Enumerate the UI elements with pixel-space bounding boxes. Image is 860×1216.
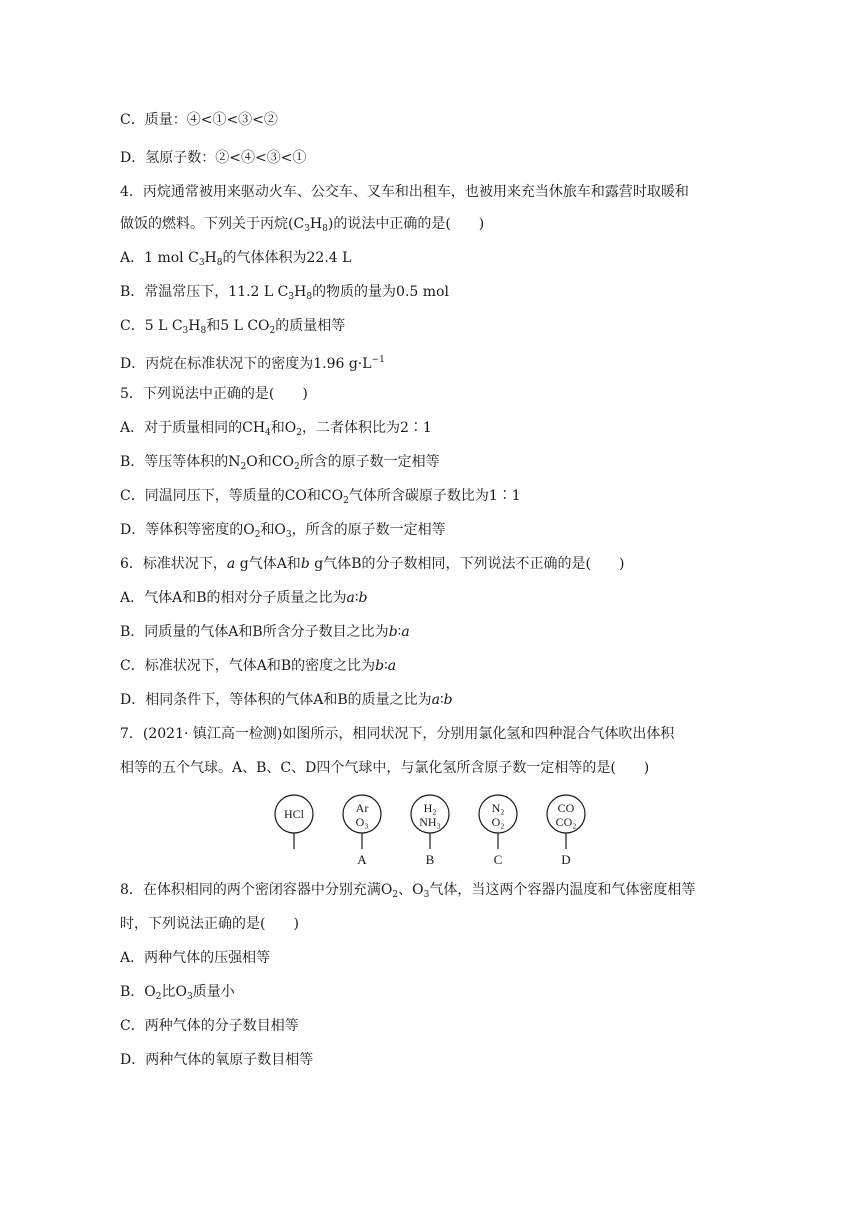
balloon-gas: HCl [283,807,305,821]
balloon-gas-2: O₃ [355,815,369,829]
text: A．气体A和B的相对分子质量之比为 [120,590,347,606]
text: A．1 mol C [120,250,199,266]
q6-option-c [120,656,396,676]
q8-stem-line1 [120,880,695,905]
variable-a: a [401,624,410,640]
text: g气体B的分子数相同，下列说法不正确的是( ) [309,556,625,572]
q6-option-b [120,622,410,642]
q4-option-d [120,350,385,374]
q7-stem-line2 [120,758,649,778]
text: 气体，当这两个容器内温度和气体密度相等 [429,882,696,898]
subscript: 3 [304,224,310,234]
balloon-gas-1: CO [557,801,575,815]
text: A．对于质量相同的CH [120,420,266,436]
variable-b: b [388,624,398,640]
q4-option-c: C．5 L $C_3H_8$和5 L $CO_2$的质量相等 [120,318,346,336]
balloon-A [343,795,381,867]
text: 和O [270,420,297,436]
q5-option-c [120,486,521,511]
q3-option-c [120,110,278,130]
subscript: 3 [288,292,295,302]
q8-stem-line2 [120,914,299,934]
variable-a: a [226,556,236,572]
subscript: 4 [265,428,271,438]
text: D．相同条件下，等体积的气体A和B的质量之比为 [120,692,432,708]
balloon-D [547,795,585,867]
subscript: 2 [392,890,399,900]
subscript: 8 [322,224,328,234]
text: B．O [120,984,156,1000]
q8-option-d [120,1050,313,1070]
text: 和5 L CO [206,318,270,334]
text: D．丙烷在标准状况下的密度为1.96 g·L [120,356,372,372]
subscript: 2 [155,992,162,1002]
text: )的说法中正确的是( ) [327,216,485,232]
subscript: 2 [293,462,300,472]
subscript: 2 [269,326,276,336]
text: 7．(2021· 镇江高一检测)如图所示，相同状况下，分别用氯化氢和四种混合气体吹出体积 [120,726,675,742]
text: 质量小 [192,984,235,1000]
text: C．两种气体的分子数目相等 [120,1018,299,1034]
text: C．5 L C [120,318,183,334]
text: 6．标准状况下， [120,556,227,572]
text: 相等的五个气球。A、B、C、D四个气球中，与氯化氢所含原子数一定相等的是( ) [120,760,650,776]
balloon-gas-1: H₂ [423,801,437,815]
text: 的气体体积为22.4 L [222,250,352,266]
subscript: 3 [423,890,430,900]
subscript: 8 [216,258,223,268]
q4-option-a: A．1 mol $C_3H_8$的气体体积为22.4 L [120,250,352,268]
balloon-label: D [561,852,571,867]
q6-option-a [120,588,368,608]
text: B．等压等体积的N [120,454,241,470]
superscript: −1 [371,355,385,365]
q4-stem-line1 [120,182,689,202]
q7-stem-line1 [120,724,674,744]
q4-stem-text: 4．丙烷通常被用来驱动火车、公交车、叉车和出租车，也被用来充当休旅车和露营时取暖和 [120,184,689,200]
text: 和O [260,522,286,538]
balloon-gas-1: N₂ [491,801,505,815]
subscript: 3 [182,326,189,336]
balloon-gas-2: NH₃ [419,815,441,829]
q6-stem [120,554,624,574]
balloon-gas-2: CO₂ [555,815,577,829]
balloon-gas-2: O₂ [491,815,505,829]
text: ∶ [397,624,402,640]
subscript: 2 [296,428,302,438]
text: O和CO [246,454,294,470]
text: 的物质的量为0.5 mol [312,284,449,300]
balloon-label: A [357,852,367,867]
q5-option-b [120,452,440,477]
q6-option-d [120,690,453,710]
subscript: 3 [198,258,205,268]
variable-a: a [431,692,440,708]
q3-option-c-text: C．质量：④<①<③<② [120,112,278,128]
text: 做饭的燃料。下列关于丙烷(C [120,216,305,232]
text: C．同温同压下，等质量的CO和CO [120,488,344,504]
balloon-hcl [275,795,313,849]
variable-a: a [387,658,397,674]
subscript: 8 [306,292,313,302]
text: ∶ [384,658,388,674]
text: D．等体积等密度的O [120,522,255,538]
variable-b: b [300,556,310,572]
q5-stem [120,384,308,404]
variable-b: b [443,692,453,708]
text: B．同质量的气体A和B所含分子数目之比为 [120,624,389,640]
q3-option-d [120,148,306,168]
text: 比O [161,984,187,1000]
text: D．两种气体的氧原子数目相等 [120,1052,314,1068]
text: 时，下列说法正确的是( ) [120,916,299,932]
subscript: 3 [186,992,193,1002]
subscript: 2 [240,462,247,472]
text: g气体A和 [235,556,301,572]
variable-b: b [358,590,368,606]
text: ，所含的原子数一定相等 [291,522,446,538]
q4-stem-line2: 做饭的燃料。下列关于丙烷$(C_3H_8)$的说法中正确的是( ) [120,216,485,234]
subscript: 2 [254,530,261,540]
q8-option-b [120,982,235,1007]
balloon-B [411,795,449,867]
q8-option-a [120,948,270,968]
balloon-figure [272,790,592,870]
text: ∶ [439,692,444,708]
subscript: 3 [285,530,292,540]
subscript: 8 [200,326,207,336]
text: 的质量相等 [275,318,346,334]
text: 所含的原子数一定相等 [299,454,440,470]
text: ∶ [354,590,359,606]
text: 5．下列说法中正确的是( ) [120,386,308,402]
text: B．常温常压下，11.2 L C [120,284,289,300]
q5-option-a [120,418,432,443]
q5-option-d [120,520,446,545]
variable-a: a [346,590,355,606]
subscript: 2 [343,496,349,506]
text: C．标准状况下，气体A和B的密度之比为 [120,658,376,674]
text: 8．在体积相同的两个密闭容器中分别充满O [120,882,393,898]
text: 气体所含碳原子数比为1∶1 [348,488,521,504]
text: ，二者体积比为2∶1 [301,420,432,436]
q8-option-c [120,1016,299,1036]
text: 、O [398,882,424,898]
balloon-label: C [493,852,503,867]
q4-option-b: B．常温常压下，11.2 L $C_3H_8$的物质的量为0.5 mol [120,284,449,302]
balloon-label: B [425,852,435,867]
balloon-gas-1: Ar [355,801,369,815]
variable-b: b [375,658,385,674]
balloon-C [479,795,517,867]
q3-option-d-text: D．氢原子数：②<④<③<① [120,150,307,166]
text: A．两种气体的压强相等 [120,950,271,966]
